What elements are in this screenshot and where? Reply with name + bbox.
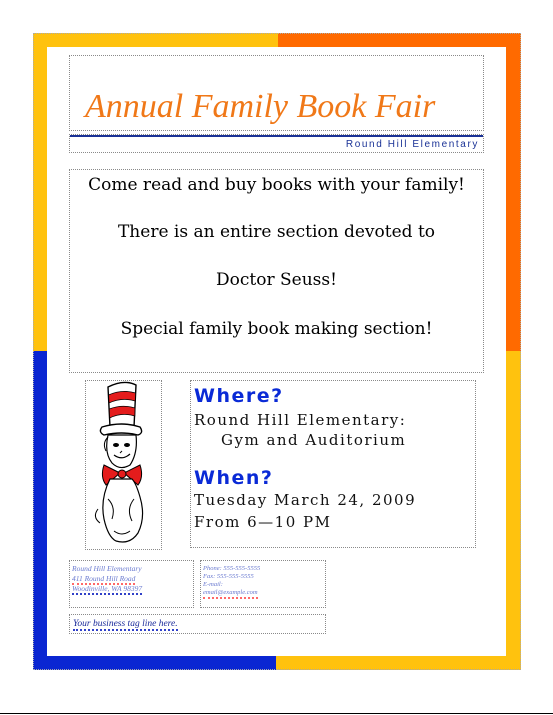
bottom-rule — [0, 713, 553, 714]
title-box[interactable] — [69, 55, 484, 131]
message-line-2: There is an entire section devoted to — [117, 222, 436, 242]
message-line-1: Come read and buy books with your family! — [88, 175, 465, 195]
title-rule — [70, 135, 483, 137]
cat-in-the-hat-icon — [86, 381, 161, 549]
tagline-box[interactable] — [69, 614, 326, 634]
contact-phone: Phone: 555-555-5555 — [203, 565, 261, 572]
where-heading: Where? — [194, 385, 284, 407]
tagline: Your business tag line here. — [73, 619, 178, 629]
contact-org: Round Hill Elementary — [72, 564, 142, 573]
contact-city: Woodinville, WA 98397 — [72, 584, 143, 593]
school-name: Round Hill Elementary — [345, 139, 479, 150]
page-title: Annual Family Book Fair — [85, 88, 436, 125]
where-line-1: Round Hill Elementary: — [194, 411, 407, 429]
where-line-2: Gym and Auditorium — [221, 431, 407, 449]
when-line-1: Tuesday March 24, 2009 — [194, 491, 417, 509]
contact-address: 411 Round Hill Road — [72, 574, 136, 583]
school-line-box[interactable] — [69, 134, 484, 153]
contact-fax: Fax: 555-555-5555 — [203, 573, 254, 580]
contact-email-label: E-mail: — [203, 581, 223, 588]
phone-box[interactable] — [200, 560, 326, 608]
contact-email[interactable]: email@example.com — [203, 588, 258, 599]
message-line-3: Doctor Seuss! — [216, 270, 337, 290]
message-line-4: Special family book making section! — [120, 319, 433, 339]
when-heading: When? — [194, 467, 274, 489]
message-box[interactable] — [69, 169, 484, 373]
picture-box[interactable] — [85, 380, 162, 550]
details-box[interactable] — [190, 380, 476, 548]
address-box[interactable] — [69, 560, 194, 608]
when-line-2: From 6—10 PM — [194, 513, 332, 531]
